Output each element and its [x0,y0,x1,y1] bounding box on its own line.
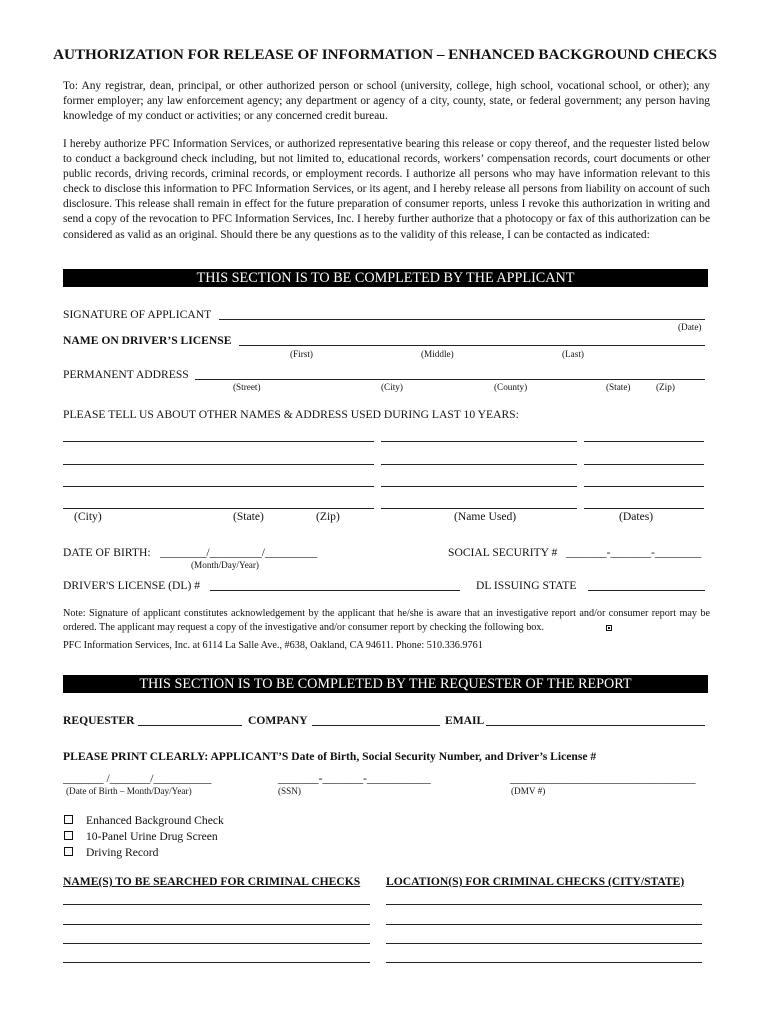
authorization-paragraph: I hereby authorize PFC Information Services, or authorized representative bearing this release or copy thereof, and the requester listed below to conduct a background check including, but not limited to, educational records, workers’ compensation records, court documents or other public records, driving records, criminal records, or employment records. I authorize all persons who may have information relevant to this check to disclose this information to PFC Information Services, or its agent, and I hereby release all persons from liability on account of such disclosure. This release shall remain in effect for the future preparation of consumer reports, unless I revoke this authorization in writing and send a copy of the revocation to PFC Information Services, Inc. I hereby further authorize that a photocopy or fax of this authorization can be considered as valid as an original. Should there be any questions as to the validity of this release, I can be contacted as indicated: [63,138,710,241]
other-address-field[interactable] [63,486,374,487]
name-to-search-field[interactable] [63,943,370,944]
location-field[interactable] [386,943,702,944]
applicant-section-header: THIS SECTION IS TO BE COMPLETED BY THE APPLICANT [63,269,708,287]
other-name-used-field[interactable] [381,464,577,465]
dob-format-label: (Month/Day/Year) [191,560,259,570]
company-label: COMPANY [248,714,308,727]
requester-field[interactable] [138,725,242,726]
social-security-label: SOCIAL SECURITY # [448,546,558,559]
city-label: (City) [381,382,403,392]
name-on-license-field[interactable] [239,345,705,346]
requester-dmv-field[interactable]: ________________________________ [510,772,696,785]
name-to-search-field[interactable] [63,962,370,963]
state-label: (State) [606,382,631,392]
dl-issuing-state-field[interactable] [588,590,705,591]
permanent-address-label: PERMANENT ADDRESS [63,368,189,381]
signature-label: SIGNATURE OF APPLICANT [63,308,212,321]
other-address-field[interactable] [63,464,374,465]
driving-record-checkbox[interactable] [64,847,73,856]
social-security-field[interactable]: _______-_______-________ [566,546,702,559]
other-address-field[interactable] [63,508,374,509]
name-to-search-field[interactable] [63,904,370,905]
form-title: AUTHORIZATION FOR RELEASE OF INFORMATION – ENHANCED BACKGROUND CHECKS [53,46,717,63]
drug-screen-checkbox[interactable] [64,831,73,840]
location-field[interactable] [386,962,702,963]
driving-record-label: Driving Record [86,846,159,859]
zip-label: (Zip) [656,382,675,392]
street-label: (Street) [233,382,261,392]
applicant-note-text: Note: Signature of applicant constitutes acknowledgement by the applicant that he/she is aware that an investigative report and/or consumer report may be ordered. The applicant may request a copy of the investigative and/or consumer report by checking the following box. [63,608,710,633]
requester-dmv-label: (DMV #) [511,786,546,796]
requester-dob-field[interactable]: _______ /_______/__________ [63,772,212,785]
requester-dob-label: (Date of Birth – Month/Day/Year) [66,786,192,796]
other-dates-field[interactable] [584,508,704,509]
company-field[interactable] [312,725,440,726]
drivers-license-label: DRIVER'S LICENSE (DL) # [63,579,201,592]
other-address-field[interactable] [63,441,374,442]
requester-ssn-label: (SSN) [278,786,301,796]
date-label: (Date) [678,322,702,332]
location-field[interactable] [386,924,702,925]
location-field[interactable] [386,904,702,905]
signature-field[interactable] [219,319,705,320]
request-copy-checkbox[interactable] [606,625,612,631]
first-name-label: (First) [290,349,313,359]
enhanced-background-check-label: Enhanced Background Check [86,814,224,827]
requester-section-header: THIS SECTION IS TO BE COMPLETED BY THE REQUESTER OF THE REPORT [63,675,708,693]
other-city-label: (City) [74,510,102,523]
requester-label: REQUESTER [63,714,135,727]
county-label: (County) [494,382,528,392]
print-clearly-instruction: PLEASE PRINT CLEARLY: APPLICANT’S Date of Birth, Social Security Number, and Driver’s License # [63,750,597,763]
dl-issuing-state-label: DL ISSUING STATE [476,579,577,592]
applicant-note [63,607,710,635]
email-label: EMAIL [445,714,485,727]
other-dates-field[interactable] [584,464,704,465]
name-on-license-label: NAME ON DRIVER’S LICENSE [63,334,232,347]
other-names-label: PLEASE TELL US ABOUT OTHER NAMES & ADDRESS USED DURING LAST 10 YEARS: [63,408,519,421]
enhanced-background-check-checkbox[interactable] [64,815,73,824]
other-dates-field[interactable] [584,441,704,442]
other-state-label: (State) [233,510,264,523]
date-of-birth-label: DATE OF BIRTH: [63,546,151,559]
email-field[interactable] [486,725,705,726]
to-paragraph: To: Any registrar, dean, principal, or other authorized person or school (university, college, high school, vocational school, or other); any former employer; any law enforcement agency; any department or agency of a city, county, state, or federal government; any person having knowledge of my conduct or activities; or any concerned credit bureau. [63,80,710,123]
name-to-search-field[interactable] [63,924,370,925]
date-of-birth-field[interactable]: ________/_________/_________ [160,546,318,559]
last-name-label: (Last) [562,349,584,359]
pfc-address-line: PFC Information Services, Inc. at 6114 La Salle Ave., #638, Oakland, CA 94611. Phone: 510.336.9761 [63,640,483,651]
other-name-used-field[interactable] [381,441,577,442]
middle-name-label: (Middle) [421,349,454,359]
other-zip-label: (Zip) [316,510,340,523]
other-name-used-field[interactable] [381,508,577,509]
other-dates-label: (Dates) [619,510,654,523]
permanent-address-field[interactable] [195,379,705,380]
locations-header: LOCATION(S) FOR CRIMINAL CHECKS (CITY/STATE) [386,875,685,888]
names-to-search-header: NAME(S) TO BE SEARCHED FOR CRIMINAL CHECKS [63,875,361,888]
other-name-used-field[interactable] [381,486,577,487]
drivers-license-field[interactable] [210,590,460,591]
other-dates-field[interactable] [584,486,704,487]
drug-screen-label: 10-Panel Urine Drug Screen [86,830,218,843]
requester-ssn-field[interactable]: _______-_______-___________ [278,772,431,785]
other-name-used-label: (Name Used) [454,510,517,523]
